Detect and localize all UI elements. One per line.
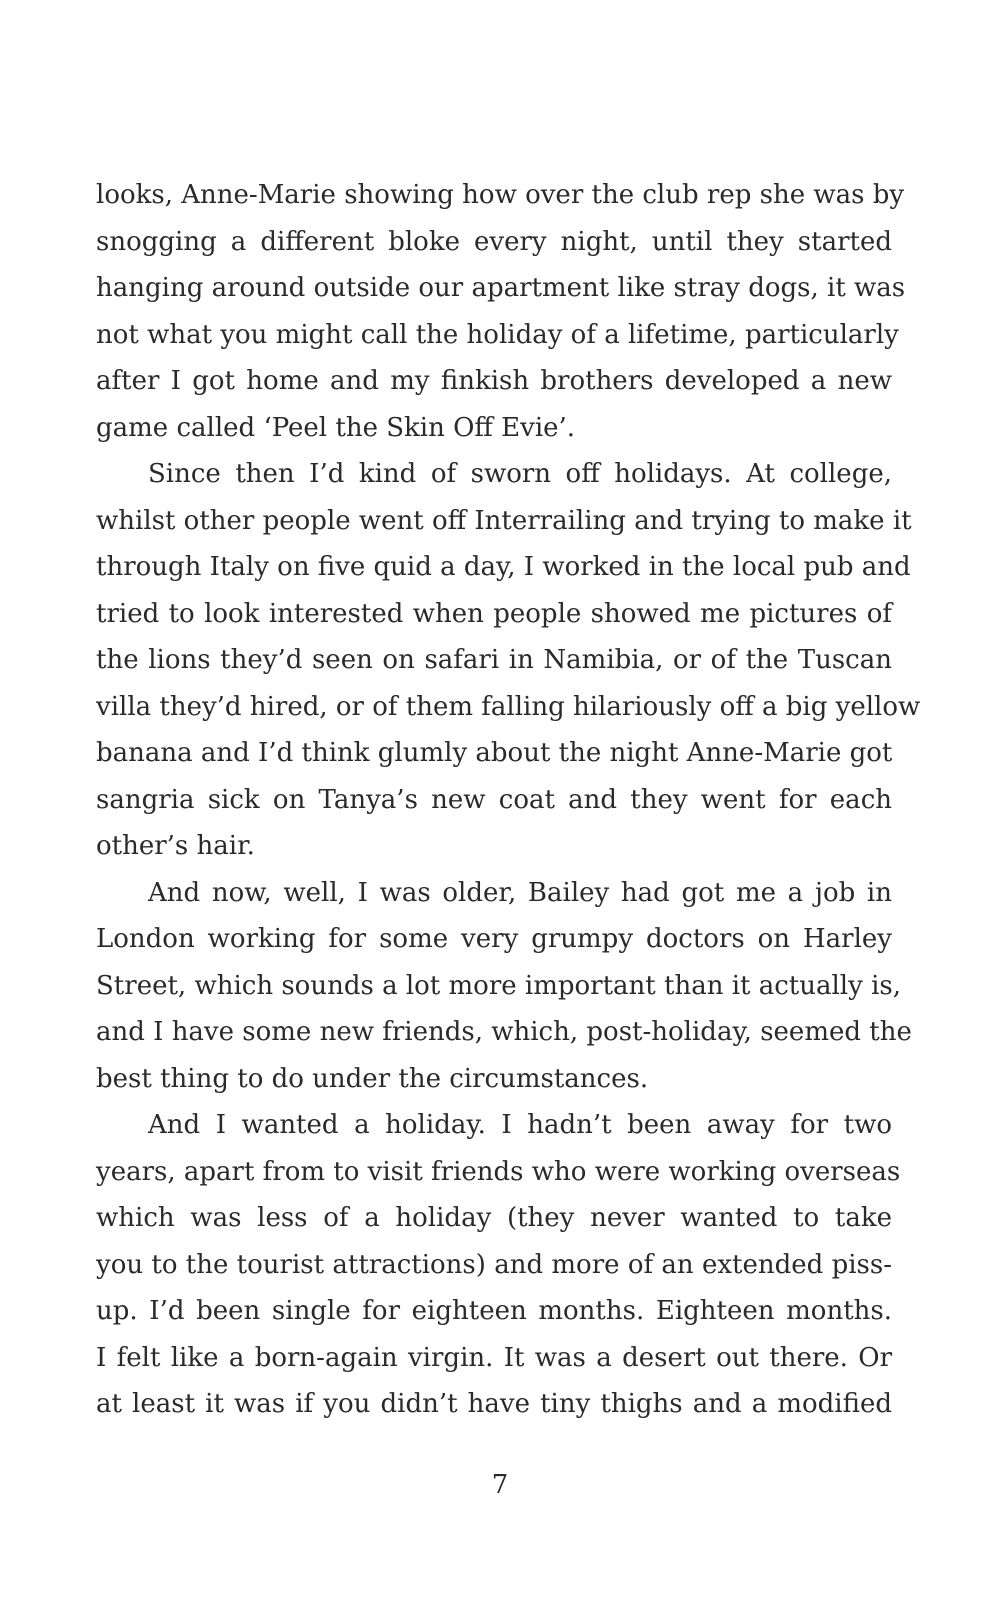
text-line: sangria sick on Tanya’s new coat and they went for each	[96, 784, 892, 815]
text-line: snogging a different bloke every night, until they started	[96, 226, 892, 257]
text-line: best thing to do under the circumstances.	[96, 1063, 649, 1094]
text-line: hanging around outside our apartment like stray dogs, it was	[96, 273, 906, 303]
text-line: Since then I’d kind of sworn off holidays. At college,	[148, 459, 892, 489]
text-line: game called ‘Peel the Skin Off Evie’.	[96, 412, 576, 443]
text-line: after I got home and my finkish brothers developed a new	[96, 366, 892, 396]
text-line: you to the tourist attractions) and more of an extended piss-	[96, 1249, 892, 1280]
text-line: which was less of a holiday (they never wanted to take	[96, 1203, 892, 1233]
text-line: villa they’d hired, or of them falling hilariously off a big yellow	[96, 691, 921, 722]
text-line: And I wanted a holiday. I hadn’t been away for two	[148, 1110, 892, 1140]
text-line: Street, which sounds a lot more important than it actually is,	[96, 970, 901, 1001]
body-text	[96, 172, 921, 1428]
text-line: banana and I’d think glumly about the night Anne-Marie got	[96, 738, 893, 768]
text-line: years, apart from to visit friends who were working overseas	[96, 1156, 901, 1187]
text-line: And now, well, I was older, Bailey had got me a job in	[148, 877, 892, 908]
text-line: the lions they’d seen on safari in Namibia, or of the Tuscan	[96, 645, 892, 675]
text-line: London working for some very grumpy doctors on Harley	[96, 924, 892, 954]
text-line: tried to look interested when people showed me pictures of	[96, 598, 892, 629]
text-line: looks, Anne-Marie showing how over the club rep she was by	[96, 180, 905, 210]
text-line: and I have some new friends, which, post-holiday, seemed the	[96, 1017, 912, 1047]
text-line: not what you might call the holiday of a lifetime, particularly	[96, 319, 899, 350]
text-line: I felt like a born-again virgin. It was a desert out there. Or	[96, 1342, 892, 1373]
text-line: other’s hair.	[96, 831, 255, 861]
text-line: through Italy on five quid a day, I worked in the local pub and	[96, 552, 911, 582]
text-line: up. I’d been single for eighteen months. Eighteen months.	[96, 1296, 892, 1326]
page-number: 7	[491, 1470, 509, 1500]
text-line: at least it was if you didn’t have tiny thighs and a modified	[96, 1389, 892, 1419]
text-line: whilst other people went off Interrailing and trying to make it	[96, 505, 912, 536]
